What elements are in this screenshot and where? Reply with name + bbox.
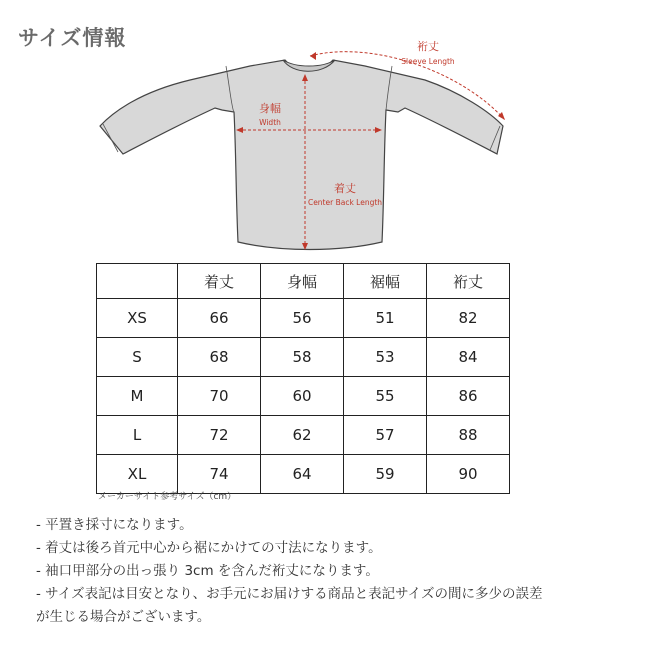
table-row <box>97 416 510 455</box>
size-label: M <box>97 377 178 416</box>
header-cell: 身幅 <box>261 264 344 299</box>
table-cell: 53 <box>344 338 427 377</box>
table-cell: 72 <box>178 416 261 455</box>
table-cell: 82 <box>427 299 510 338</box>
header-cell: 着丈 <box>178 264 261 299</box>
table-row <box>97 455 510 494</box>
note-item: - 平置き採寸になります。 <box>36 517 193 533</box>
table-cell: 84 <box>427 338 510 377</box>
table-cell: 55 <box>344 377 427 416</box>
table-cell: 90 <box>427 455 510 494</box>
note-item: - サイズ表記は目安となり、お手元にお届けする商品と表記サイズの間に多少の誤差 <box>36 586 543 602</box>
table-cell: 68 <box>178 338 261 377</box>
table-cell: 56 <box>261 299 344 338</box>
note-item: - 袖口甲部分の出っ張り 3cm を含んだ裄丈になります。 <box>36 563 379 579</box>
table-row <box>97 377 510 416</box>
header-cell: 裄丈 <box>427 264 510 299</box>
notes-list <box>36 514 636 629</box>
table-row <box>97 299 510 338</box>
width-label: 身幅 <box>259 102 281 115</box>
table-cell: 60 <box>261 377 344 416</box>
table-cell: 74 <box>178 455 261 494</box>
size-label: L <box>97 416 178 455</box>
table-header-row <box>97 264 510 299</box>
table-cell: 57 <box>344 416 427 455</box>
table-cell: 70 <box>178 377 261 416</box>
table-cell: 86 <box>427 377 510 416</box>
table-cell: 62 <box>261 416 344 455</box>
header-cell: 裾幅 <box>344 264 427 299</box>
note-item: が生じる場合がございます。 <box>36 609 211 625</box>
sleeve-label: 裄丈 <box>417 40 439 53</box>
size-label: XL <box>97 455 178 494</box>
width-label-en: Width <box>259 118 281 127</box>
table-cell: 66 <box>178 299 261 338</box>
table-cell: 88 <box>427 416 510 455</box>
table-caption: メーカーサイト参考サイズ（cm） <box>98 492 237 502</box>
page-title: サイズ情報 <box>18 26 127 50</box>
length-label-en: Center Back Length <box>307 198 383 207</box>
table-cell: 59 <box>344 455 427 494</box>
shirt-illustration <box>100 60 503 250</box>
garment-diagram <box>0 0 650 260</box>
table-row <box>97 338 510 377</box>
note-item: - 着丈は後ろ首元中心から裾にかけての寸法になります。 <box>36 540 382 556</box>
table-cell: 51 <box>344 299 427 338</box>
size-table <box>96 263 510 494</box>
size-label: S <box>97 338 178 377</box>
table-cell: 58 <box>261 338 344 377</box>
table-cell: 64 <box>261 455 344 494</box>
length-label: 着丈 <box>334 182 356 195</box>
size-label: XS <box>97 299 178 338</box>
sleeve-label-en: Sleeve Length <box>401 57 455 66</box>
header-cell <box>97 264 178 299</box>
